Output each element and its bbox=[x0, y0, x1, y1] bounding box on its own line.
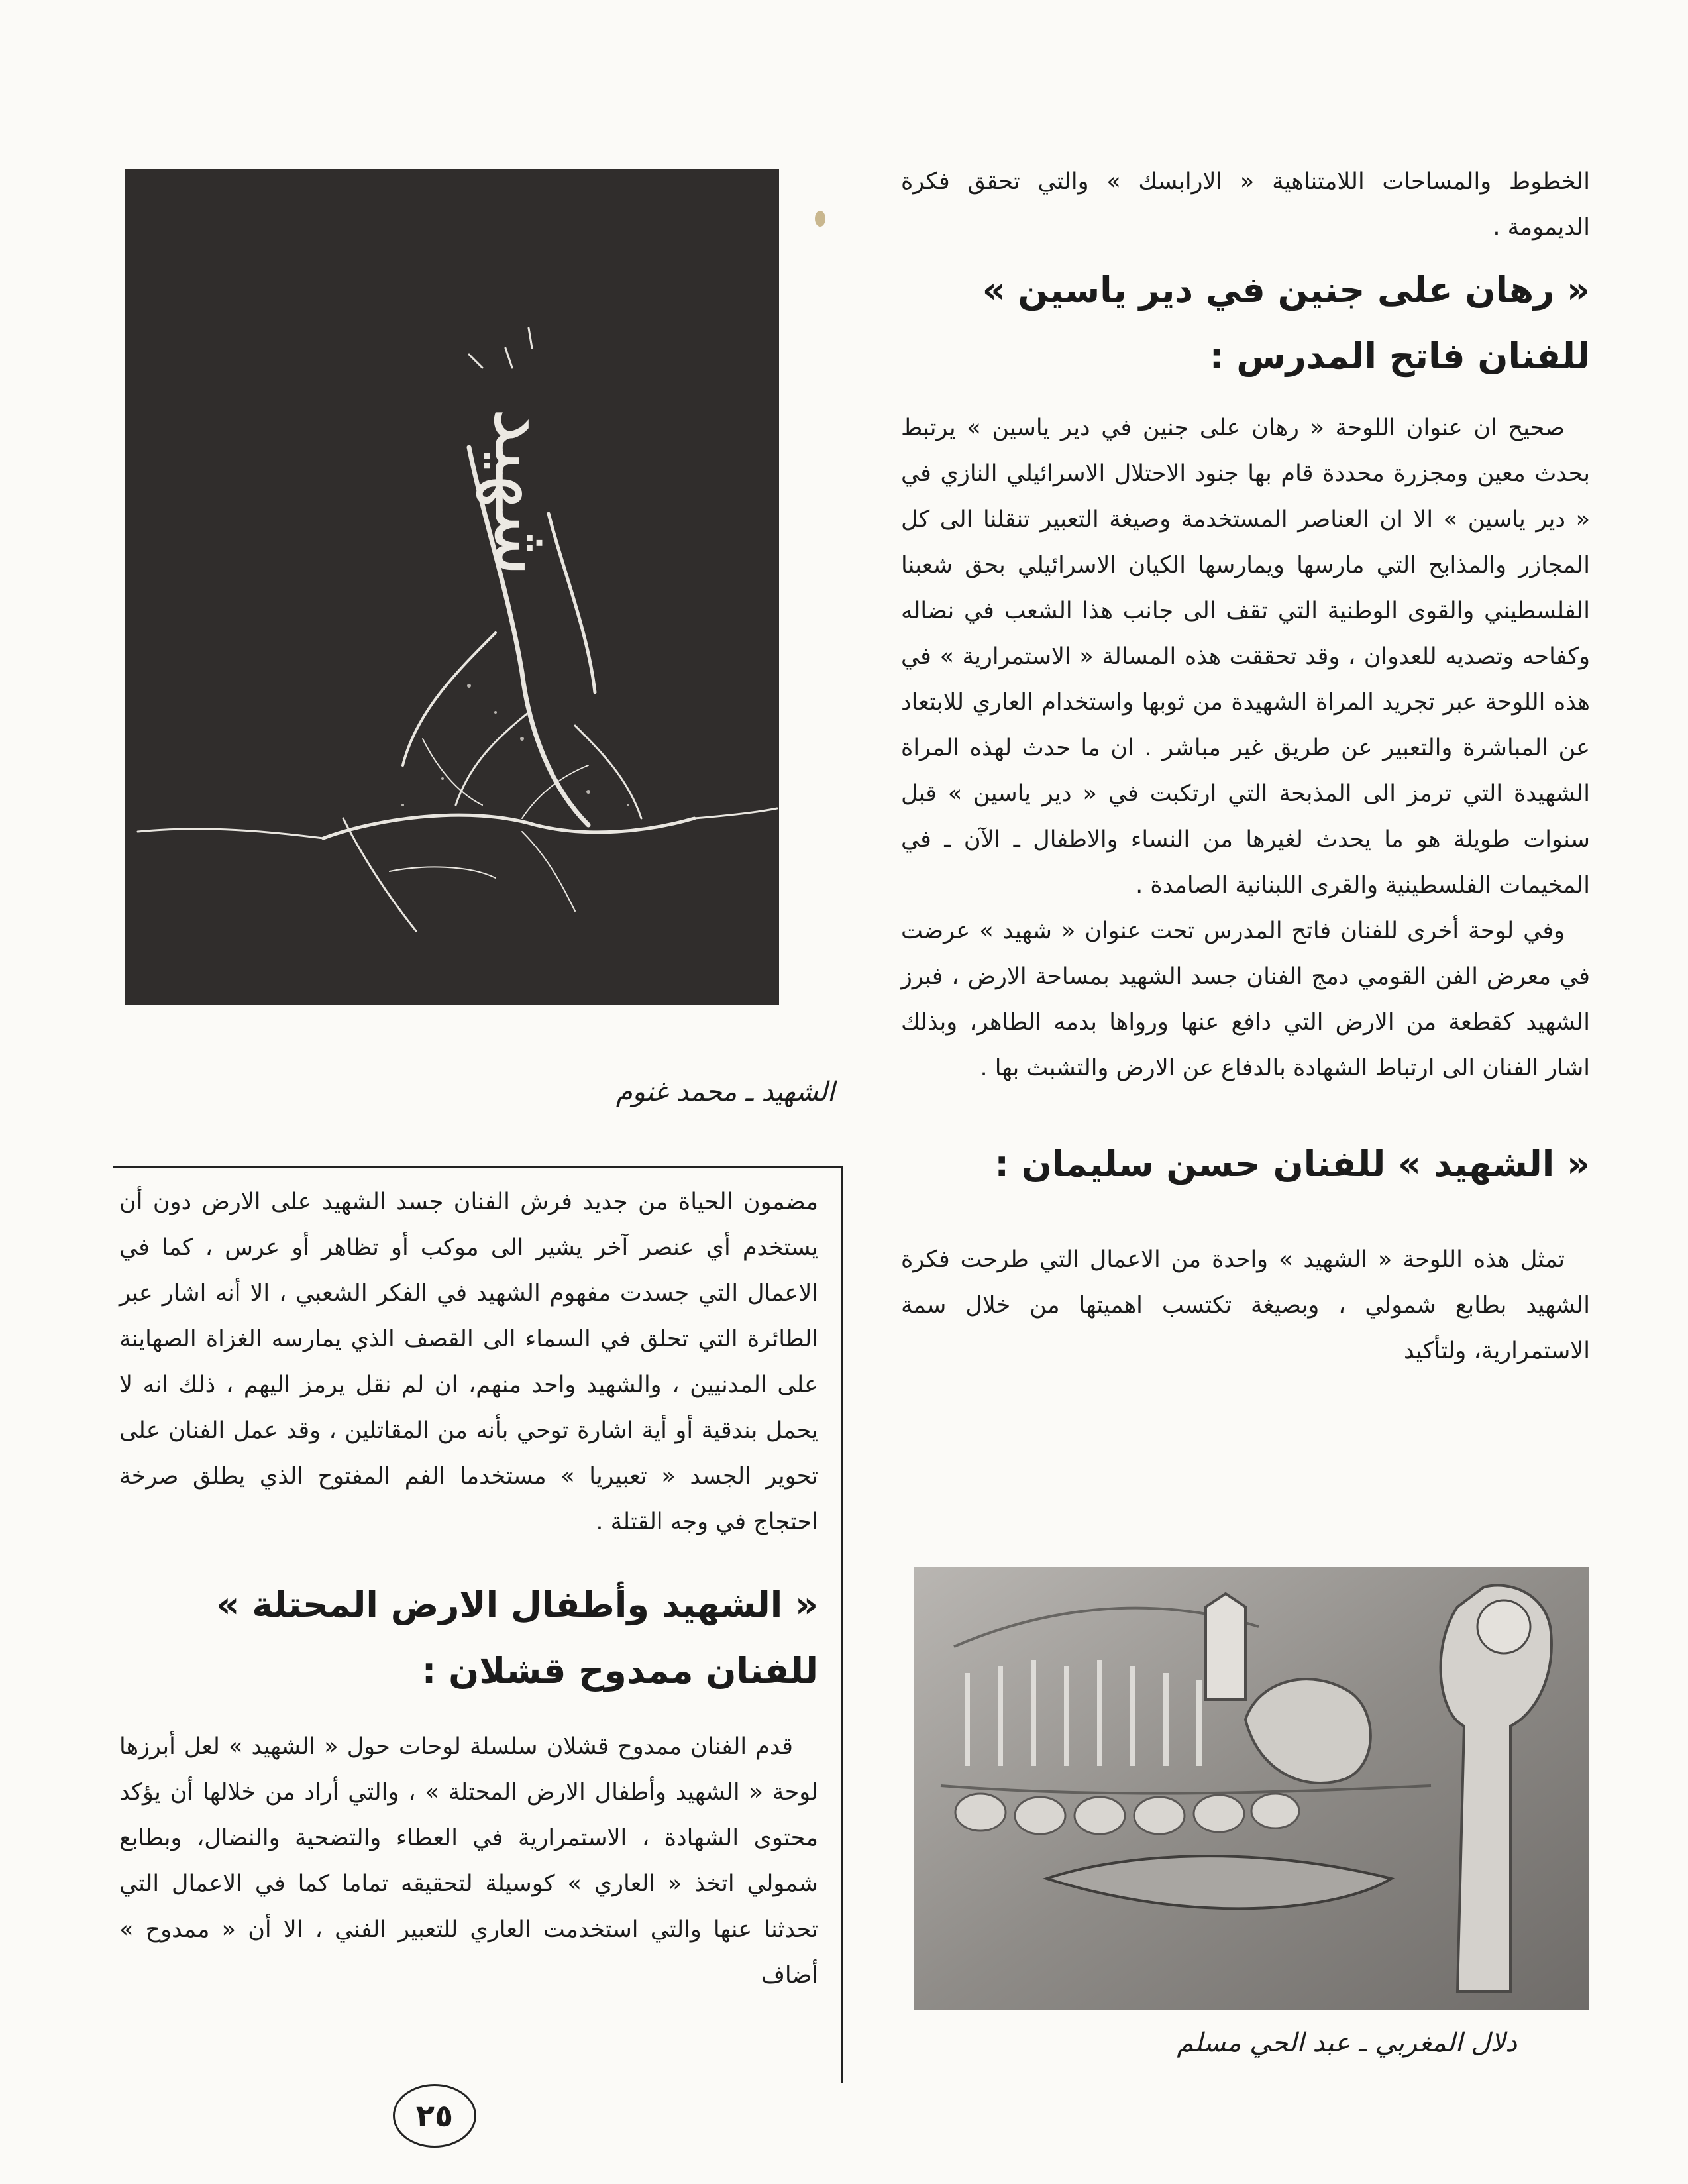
right-column bbox=[901, 159, 1590, 1374]
heading-hassan-suleiman: « الشهيد » للفنان حسن سليمان : bbox=[994, 1143, 1590, 1185]
section1-paragraph-1: صحيح ان عنوان اللوحة « رهان على جنين في دير ياسين » يرتبط بحدث معين ومجزرة محددة قام بها جنود الاحتلال الاسرائيلي النازي في « دير ياسين » الا ان العناصر المستخدمة وصيغة التعبير تنقلنا الى كل المجازر والمذابح التي مارسها ويمارسها الكيان الاسرائيلي بحق شعبنا الفلسطيني والقوى الوطنية التي تقف الى جانب هذا الشعب في نضاله وكفاحه وتصديه للعدوان ، وقد تحققت هذه المسالة « الاستمرارية » في هذه اللوحة عبر تجريد المراة الشهيدة من ثوبها واستخدام العاري للابتعاد عن المباشرة والتعبير عن طريق غير مباشر . ان ما حدث لهذه المراة الشهيدة التي ترمز الى المذبحة التي ارتكبت في « دير ياسين » قبل سنوات طويلة هو ما يحدث لغيرها من النساء والاطفال ـ الآن ـ في المخيمات الفلسطينية والقرى اللبنانية الصامدة . bbox=[901, 415, 1590, 899]
calligraphy-word: شهيد bbox=[476, 408, 568, 577]
boxed-paragraph: مضمون الحياة من جديد فرش الفنان جسد الشهيد على الارض دون أن يستخدم أي عنصر آخر يشير الى موكب أو تظاهر أو عرس ، كما في الاعمال التي جسدت مفهوم الشهيد في الفكر الشعبي ، الا أنه اشار عبر الطائرة التي تحلق في السماء الى القصف الذي يمارسه الغزاة الصهاينة على المدنيين ، والشهيد واحد منهم، ان لم نقل يرمز اليهم ، ذلك انه لا يحمل بندقية أو أية اشارة توحي بأنه من المقاتلين ، وقد عمل الفنان على تحوير الجسد « تعبيريا » مستخدما الفم المفتوح الذي يطلق صرخة احتجاج في وجه القتلة . bbox=[119, 1189, 818, 1535]
section1-paragraph-2: وفي لوحة أخرى للفنان فاتح المدرس تحت عنوان « شهيد » عرضت في معرض الفن القومي دمج الفنان جسد الشهيد بمساحة الارض ، فبرز الشهيد كقطعة من الارض التي دافع عنها ورواها بدمه الطاهر، وبذلك اشار الفنان الى ارتباط الشهادة بالدفاع عن الارض والتشبث بها . bbox=[901, 918, 1590, 1081]
heading-mamdouh-kashlan: « الشهيد وأطفال الارض المحتلة » للفنان ممدوح قشلان : bbox=[216, 1584, 818, 1692]
page-number: ٢٥ bbox=[393, 2084, 476, 2148]
relief-artwork-image bbox=[914, 1567, 1589, 2010]
calligraphy-artwork-svg bbox=[125, 169, 779, 1005]
section3-paragraph-1: قدم الفنان ممدوح قشلان سلسلة لوحات حول « الشهيد » لعل أبرزها لوحة « الشهيد وأطفال الارض المحتلة » ، والتي أراد من خلالها أن يؤكد محتوى الشهادة ، الاستمرارية في العطاء والتضحية والنضال، وبطابع شمولي اتخذ « العاري » كوسيلة لتحقيقه تماما كما في الاعمال التي تحدثنا عنها والتي استخدمت العاري للتعبير الفني ، الا أن « ممدوح » أضاف bbox=[119, 1733, 818, 1989]
left-column bbox=[119, 1179, 818, 1998]
calligraphy-artwork-image bbox=[125, 169, 779, 1005]
paper-speck bbox=[815, 211, 825, 227]
intro-paragraph: الخطوط والمساحات اللامتناهية « الارابسك » والتي تحقق فكرة الديمومة . bbox=[901, 168, 1590, 241]
relief-artwork-svg bbox=[914, 1567, 1589, 2010]
heading-fateh-moudarres: « رهان على جنين في دير ياسين » للفنان فاتح المدرس : bbox=[982, 269, 1590, 377]
calligraphy-caption: الشهيد ـ محمد غنوم bbox=[615, 1077, 835, 1107]
relief-caption: دلال المغربي ـ عبد الحي مسلم bbox=[1177, 2028, 1517, 2058]
section2-paragraph-1: تمثل هذه اللوحة « الشهيد » واحدة من الاعمال التي طرحت فكرة الشهيد بطابع شمولي ، وبصيغة تكتسب اهميتها من خلال سمة الاستمرارية، ولتأكيد bbox=[901, 1246, 1590, 1364]
